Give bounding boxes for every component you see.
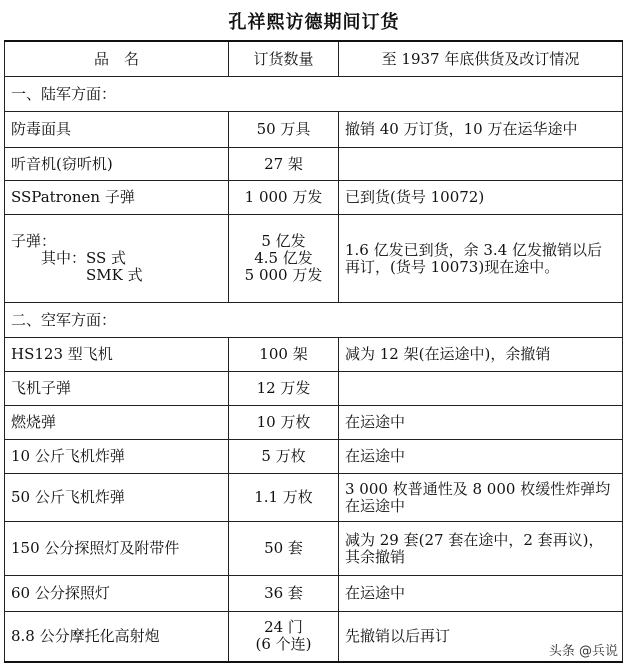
item-qty: 5 亿发 [261, 232, 306, 250]
item-name: SSPatronen 子弹 [5, 181, 229, 215]
table-row [5, 372, 623, 406]
item-qty: 1 000 万发 [229, 181, 339, 215]
item-qty: 50 套 [229, 522, 339, 576]
section-label: 一、陆军方面： [5, 77, 623, 112]
header-row [5, 41, 623, 77]
section-row [5, 77, 623, 112]
item-name: 50 公斤飞机炸弹 [5, 474, 229, 522]
item-name: 听音机(窃听机) [5, 148, 229, 181]
item-status: 在运途中 [339, 440, 623, 474]
item-name-cell [5, 215, 229, 303]
table-row [5, 440, 623, 474]
item-status: 1.6 亿发已到货，余 3.4 亿发撤销以后再订，(货号 10073)现在途中。 [339, 215, 623, 303]
item-qty: 36 套 [229, 576, 339, 612]
item-qty: 50 万具 [229, 112, 339, 148]
item-qty: 10 万枚 [229, 406, 339, 440]
item-name: HS123 型飞机 [5, 338, 229, 372]
watermark: 头条 @兵说 [548, 644, 618, 659]
item-status [339, 148, 623, 181]
item-subqty: 4.5 亿发 [254, 249, 313, 267]
item-qty-cell [229, 612, 339, 662]
section-row [5, 303, 623, 338]
header-status: 至 1937 年底供货及改订情况 [339, 41, 623, 77]
item-status: 减为 29 套(27 套在途中，2 套再议)，其余撤销 [339, 522, 623, 576]
table-row [5, 522, 623, 576]
section-label: 二、空军方面： [5, 303, 623, 338]
order-table [4, 40, 623, 663]
item-qty: 5 万枚 [229, 440, 339, 474]
header-name: 品 名 [5, 41, 229, 77]
item-status: 3 000 枚普通性及 8 000 枚缓性炸弹均在运途中 [339, 474, 623, 522]
item-status: 先撤销以后再订 [339, 612, 623, 662]
table-title: 孔祥熙访德期间订货 [228, 12, 400, 33]
table-row [5, 576, 623, 612]
item-name: 10 公斤飞机炸弹 [5, 440, 229, 474]
item-qty: 1.1 万枚 [229, 474, 339, 522]
item-subname: 其中：SS 式 [11, 249, 127, 267]
table-row [5, 474, 623, 522]
table-row [5, 181, 623, 215]
item-qty: 12 万发 [229, 372, 339, 406]
item-name: 飞机子弹 [5, 372, 229, 406]
item-name: 子弹： [11, 232, 57, 250]
item-status: 在运途中 [339, 406, 623, 440]
item-subname: SMK 式 [11, 266, 143, 284]
item-name: 60 公分探照灯 [5, 576, 229, 612]
table-row [5, 612, 623, 662]
header-qty: 订货数量 [229, 41, 339, 77]
item-subqty: (6 个连) [255, 635, 312, 654]
table-row [5, 406, 623, 440]
item-qty-cell [229, 215, 339, 303]
item-status: 撤销 40 万订货，10 万在运华途中 [339, 112, 623, 148]
item-status: 减为 12 架(在运途中)，余撤销 [339, 338, 623, 372]
item-qty: 24 门 [264, 618, 303, 637]
item-name: 燃烧弹 [5, 406, 229, 440]
table-row [5, 338, 623, 372]
item-status: 在运途中 [339, 576, 623, 612]
item-status [339, 372, 623, 406]
item-name: 8.8 公分摩托化高射炮 [5, 612, 229, 662]
item-qty: 100 架 [229, 338, 339, 372]
table-row [5, 215, 623, 303]
table-row [5, 148, 623, 181]
item-subqty: 5 000 万发 [244, 266, 323, 284]
table-row [5, 112, 623, 148]
item-name: 150 公分探照灯及附带件 [5, 522, 229, 576]
item-qty: 27 架 [229, 148, 339, 181]
item-name: 防毒面具 [5, 112, 229, 148]
item-status: 已到货(货号 10072) [339, 181, 623, 215]
